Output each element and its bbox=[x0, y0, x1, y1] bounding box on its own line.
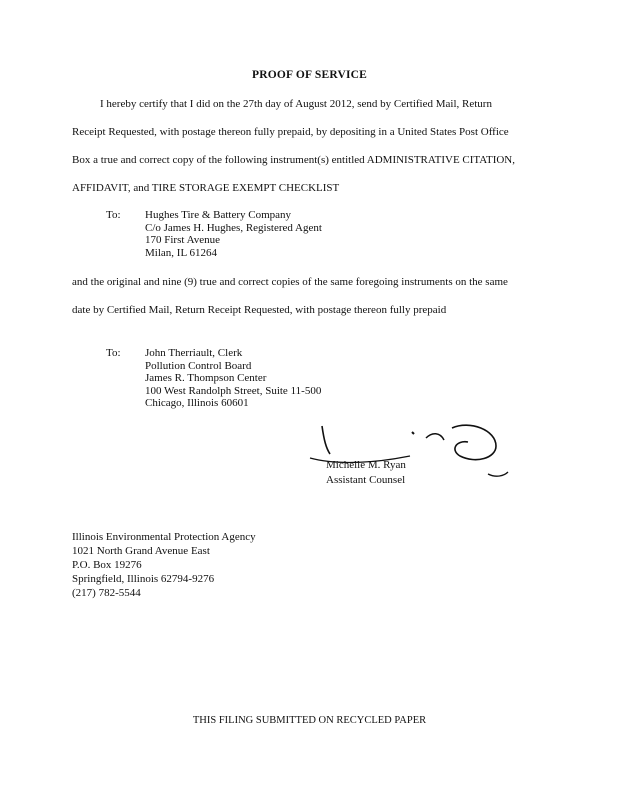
certification-line: I hereby certify that I did on the 27th day of August 2012, send by Certified Mail, Return bbox=[100, 98, 492, 110]
certification-line: Box a true and correct copy of the following instrument(s) entitled ADMINISTRATIVE CITATION, bbox=[72, 154, 515, 166]
address-line: Hughes Tire & Battery Company bbox=[145, 209, 292, 221]
paragraph-line: and the original and nine (9) true and correct copies of the same foregoing instruments on the same bbox=[72, 276, 508, 288]
address-line: James R. Thompson Center bbox=[145, 372, 267, 384]
page-title: PROOF OF SERVICE bbox=[251, 69, 368, 81]
address-line: John Therriault, Clerk bbox=[145, 347, 243, 359]
agency-line: 1021 North Grand Avenue East bbox=[72, 545, 210, 557]
address-line: Chicago, Illinois 60601 bbox=[145, 397, 249, 409]
address-line: 170 First Avenue bbox=[145, 234, 220, 246]
address-line: 100 West Randolph Street, Suite 11-500 bbox=[145, 384, 322, 397]
address-line: C/o James H. Hughes, Registered Agent bbox=[145, 221, 322, 234]
signer-name: Michelle M. Ryan bbox=[326, 459, 406, 471]
recipient-address bbox=[145, 347, 321, 410]
signer-title: Assistant Counsel bbox=[326, 474, 406, 486]
agency-line: Springfield, Illinois 62794-9276 bbox=[72, 573, 215, 585]
recipient-address bbox=[145, 209, 322, 259]
recipient-label: To: bbox=[106, 347, 121, 359]
agency-address bbox=[72, 530, 256, 600]
agency-line: Illinois Environmental Protection Agency bbox=[72, 531, 256, 543]
paragraph-line: date by Certified Mail, Return Receipt Requested, with postage thereon fully prepaid bbox=[72, 304, 447, 316]
address-line: Pollution Control Board bbox=[145, 359, 252, 372]
agency-line: P.O. Box 19276 bbox=[72, 559, 142, 571]
agency-phone: (217) 782-5544 bbox=[72, 587, 141, 599]
certification-line: AFFIDAVIT, and TIRE STORAGE EXEMPT CHECKLIST bbox=[72, 182, 340, 194]
certification-line: Receipt Requested, with postage thereon fully prepaid, by depositing in a United States Post Office bbox=[72, 126, 509, 138]
address-line: Milan, IL 61264 bbox=[145, 246, 217, 259]
recipient-label: To: bbox=[106, 209, 121, 221]
recycled-paper-footer: THIS FILING SUBMITTED ON RECYCLED PAPER bbox=[192, 715, 427, 726]
